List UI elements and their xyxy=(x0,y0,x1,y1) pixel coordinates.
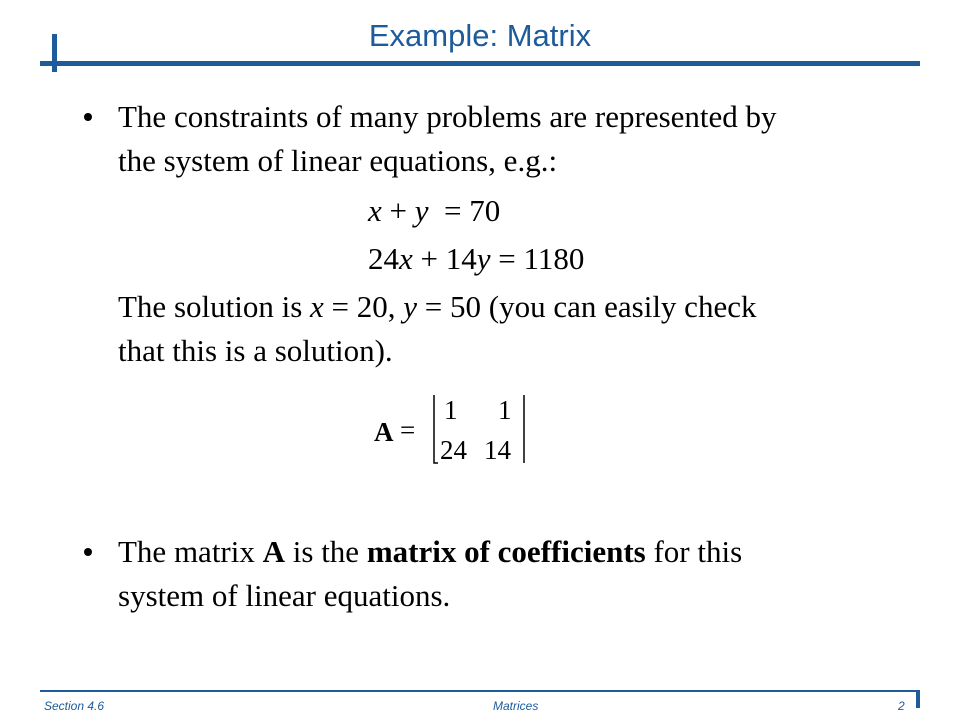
equation-1: x + y = 70 xyxy=(368,193,501,228)
bullet2-line1: The matrix A is the matrix of coefficients for this xyxy=(118,534,743,569)
bullet1-line1: The constraints of many problems are represented by xyxy=(118,99,777,134)
footer-accent-bar xyxy=(916,690,920,708)
bullet-marker xyxy=(84,548,92,556)
bullet-marker xyxy=(84,113,92,121)
footer-rule xyxy=(40,690,920,692)
footer-section: Section 4.6 xyxy=(44,699,105,713)
slide-title: Example: Matrix xyxy=(368,18,592,53)
equation-2: 24x + 14y = 1180 xyxy=(368,241,585,276)
solution-line2: that this is a solution). xyxy=(118,333,393,368)
matrix-cell-r1c2: 1 xyxy=(498,395,512,425)
matrix-equals: = xyxy=(400,415,416,445)
coefficient-matrix xyxy=(374,393,544,465)
solution-line1: The solution is x = 20, y = 50 (you can easily check xyxy=(118,289,757,324)
bullet2-line2: system of linear equations. xyxy=(118,578,451,613)
matrix-label: A xyxy=(374,417,394,447)
bullet1-line2: the system of linear equations, e.g.: xyxy=(118,143,558,178)
footer-page-number: 2 xyxy=(898,699,905,713)
title-accent-bar xyxy=(52,34,57,72)
matrix-cell-r1c1: 1 xyxy=(444,395,458,425)
matrix-cell-r2c2: 14 xyxy=(484,435,511,465)
matrix-cell-r2c1: 24 xyxy=(440,435,467,465)
title-underline xyxy=(40,61,920,66)
footer-topic: Matrices xyxy=(493,699,539,713)
